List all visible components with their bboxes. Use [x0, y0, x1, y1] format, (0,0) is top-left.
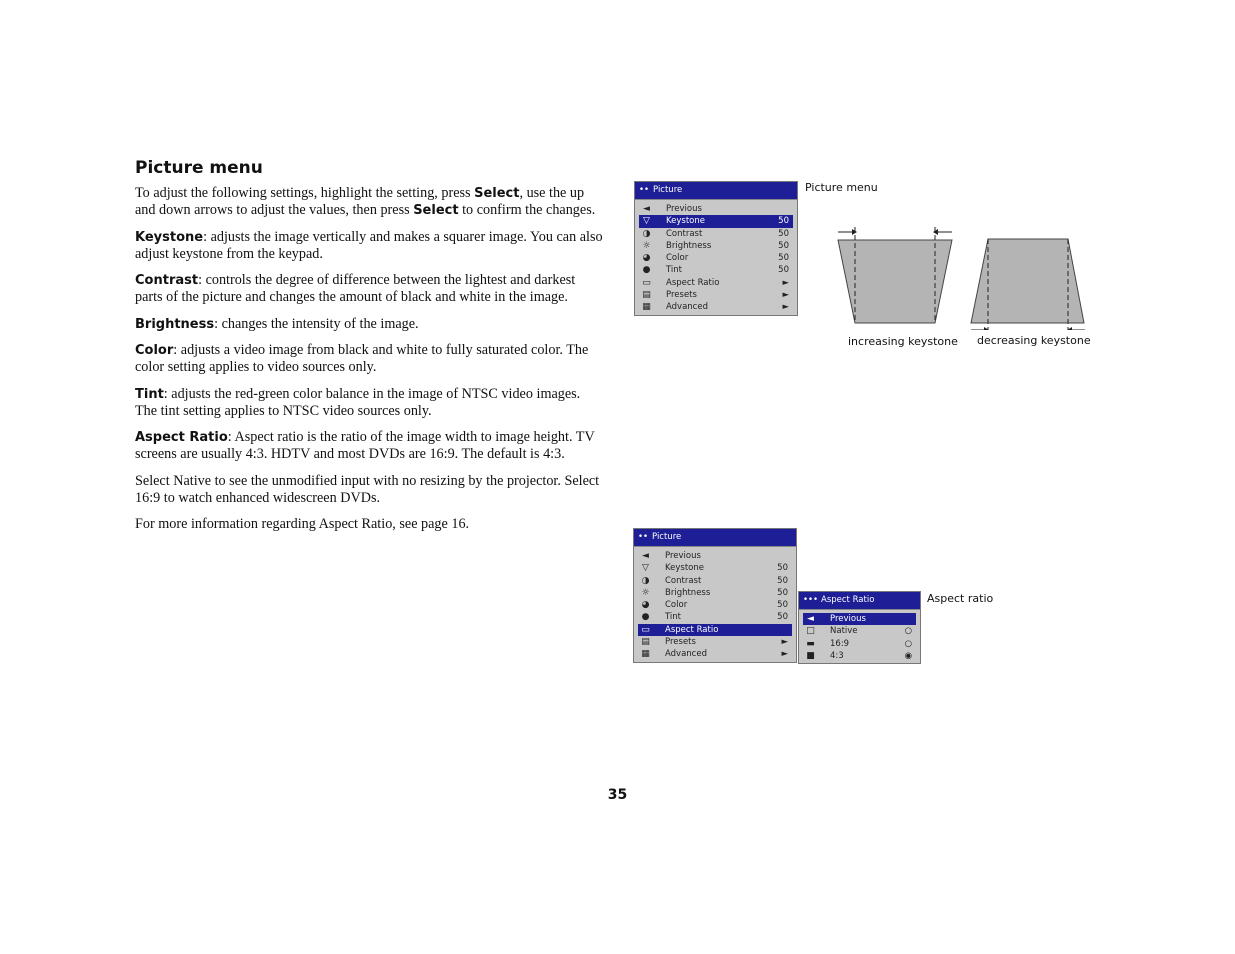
menu-dots-icon: •• — [639, 185, 650, 195]
color-paragraph — [135, 342, 605, 376]
menu-item-value: 50 — [778, 253, 789, 264]
aspect-term: Aspect Ratio — [135, 430, 228, 445]
menu-item-aspect-ratio[interactable] — [638, 624, 792, 636]
menu-item-previous[interactable] — [803, 613, 916, 625]
menu-item-label: Previous — [830, 614, 866, 624]
menu-item-contrast[interactable] — [639, 228, 793, 240]
menu-item-tint[interactable] — [638, 611, 792, 623]
menu-item-value: 50 — [777, 575, 788, 586]
menu-item-brightness[interactable] — [638, 587, 792, 599]
contrast-term: Contrast — [135, 273, 199, 288]
menu-item-value: 50 — [778, 265, 789, 276]
menu-item-advanced[interactable] — [639, 301, 793, 313]
previous-icon: ◄ — [642, 551, 649, 561]
aspect-paragraph — [135, 429, 605, 463]
menu-item-value: 50 — [777, 612, 788, 623]
aspect-ratio-icon: ▭ — [642, 277, 651, 288]
previous-icon: ◄ — [643, 204, 650, 214]
aspect-ratio-title-bar — [799, 592, 920, 610]
contrast-icon: ◑ — [642, 228, 651, 239]
keystone-paragraph — [135, 229, 605, 263]
advanced-icon: ▦ — [641, 649, 650, 660]
color-icon: ◕ — [641, 600, 650, 611]
menu-item-label: Advanced — [666, 302, 708, 313]
previous-icon: ◄ — [807, 614, 814, 624]
menu-item-tint[interactable] — [639, 264, 793, 276]
intro-text-3: to confirm the changes. — [458, 202, 596, 218]
tint-paragraph — [135, 386, 605, 420]
menu-item-color[interactable] — [638, 599, 792, 611]
menu-item-label: 4:3 — [830, 650, 844, 661]
color-icon: ◕ — [642, 253, 651, 264]
keystone-term: Keystone — [135, 229, 204, 245]
color-term: Color — [135, 343, 174, 358]
tint-desc: : adjusts the red-green color balance in the image of NTSC video images. The tint setting applies to NTSC video sources only. — [135, 385, 581, 419]
menu-item-label: Previous — [665, 551, 701, 561]
4-3-icon: ■ — [806, 650, 815, 661]
keystone-icon: ▽ — [642, 563, 649, 574]
menu-item-value: ► — [782, 277, 789, 288]
keystone-diagram — [830, 225, 1095, 330]
picture-menu-2-title-bar — [634, 529, 796, 547]
menu-item-label: Advanced — [665, 649, 707, 660]
keystone-desc: : adjusts the image vertically and makes a squarer image. You can also adjust keystone from the keypad. — [135, 228, 603, 262]
aspect-ratio-icon: ▭ — [641, 624, 650, 635]
picture-menu-2-items — [634, 547, 796, 661]
menu-item-label: Tint — [666, 265, 683, 276]
decreasing-keystone-caption: decreasing keystone — [977, 334, 1091, 347]
menu-item-label: Contrast — [665, 575, 702, 586]
menu-item-advanced[interactable] — [638, 648, 792, 660]
menu-item-value: ◉ — [904, 650, 912, 661]
menu-item-value: 50 — [778, 216, 789, 227]
presets-icon: ▤ — [641, 637, 650, 648]
menu-item-label: Aspect Ratio — [665, 624, 719, 635]
aspect-ratio-caption: Aspect ratio — [927, 592, 994, 605]
16-9-icon: ▬ — [806, 638, 815, 649]
picture-menu-title-bar — [635, 182, 797, 200]
menu-item-label: 16:9 — [830, 638, 850, 649]
picture-menu-items — [635, 200, 797, 314]
menu-item-value: ► — [781, 637, 788, 648]
picture-menu-osd — [634, 181, 798, 316]
menu-item-16-9[interactable] — [803, 638, 916, 650]
page-number: 35 — [607, 787, 628, 803]
menu-item-label: Previous — [666, 204, 702, 214]
brightness-desc: : changes the intensity of the image. — [214, 315, 419, 332]
menu-item-value: ○ — [904, 638, 912, 649]
menu-item-label: Presets — [666, 290, 697, 301]
menu-item-value: ► — [782, 302, 789, 313]
menu-item-value: 50 — [778, 228, 789, 239]
menu-item-label: Brightness — [666, 240, 712, 251]
picture-menu-2-title: Picture — [652, 532, 682, 542]
menu-item-presets[interactable] — [639, 289, 793, 301]
aspect-ratio-submenu — [798, 591, 921, 664]
increasing-keystone-caption: increasing keystone — [848, 335, 958, 348]
tint-icon: ● — [642, 265, 651, 276]
color-desc: : adjusts a video image from black and white to fully saturated color. The color setting applies to video sources only. — [135, 342, 589, 375]
menu-item-previous[interactable] — [638, 550, 792, 562]
menu-item-value: ○ — [904, 626, 912, 637]
picture-menu-title: Picture — [653, 185, 683, 195]
intro-text-1: To adjust the following settings, highlight the setting, press — [135, 185, 475, 201]
tint-term: Tint — [135, 386, 164, 402]
brightness-icon: ☼ — [641, 587, 650, 598]
menu-item-value: 50 — [777, 600, 788, 611]
menu-item-label: Keystone — [665, 563, 704, 574]
native-paragraph: Select Native to see the unmodified input with no resizing by the projector. Select 16:9 to watch enhanced widescreen DVDs. — [135, 472, 600, 506]
menu-item-label: Tint — [665, 612, 682, 623]
contrast-desc: : controls the degree of difference between the lightest and darkest parts of the picture and changes the amount of black and white in the image. — [135, 272, 576, 305]
aspect-ratio-submenu-title: Aspect Ratio — [821, 595, 875, 605]
menu-item-label: Color — [665, 600, 688, 611]
intro-paragraph — [135, 185, 605, 219]
menu-item-label: Presets — [665, 637, 696, 648]
menu-item-value: 50 — [778, 240, 789, 251]
native-icon: □ — [806, 626, 815, 637]
menu-item-aspect-ratio[interactable] — [639, 277, 793, 289]
menu-item-label: Contrast — [666, 228, 703, 239]
menu-item-label: Aspect Ratio — [666, 277, 720, 288]
menu-item-color[interactable] — [639, 252, 793, 264]
menu-item-value: ► — [781, 649, 788, 660]
contrast-paragraph — [135, 272, 605, 306]
intro-bold-1: Select — [474, 186, 520, 201]
keystone-icon: ▽ — [643, 216, 650, 227]
intro-text-2: , use the up and down arrows to adjust the values, then press — [135, 185, 585, 218]
menu-item-label: Keystone — [666, 216, 705, 227]
brightness-paragraph — [135, 316, 605, 333]
menu-item-value: 50 — [777, 563, 788, 574]
tint-icon: ● — [641, 612, 650, 623]
contrast-icon: ◑ — [641, 575, 650, 586]
menu-item-4-3[interactable] — [803, 650, 916, 662]
menu-item-previous[interactable] — [639, 203, 793, 215]
menu-item-brightness[interactable] — [639, 240, 793, 252]
menu-item-value: ► — [782, 290, 789, 301]
menu-item-presets[interactable] — [638, 636, 792, 648]
intro-bold-2: Select — [413, 203, 459, 218]
menu-item-keystone[interactable] — [638, 562, 792, 574]
menu-item-contrast[interactable] — [638, 575, 792, 587]
menu-item-value: 50 — [777, 587, 788, 598]
presets-icon: ▤ — [642, 290, 651, 301]
picture-menu-caption: Picture menu — [805, 181, 878, 194]
menu-dots-icon: ••• — [803, 595, 819, 605]
menu-item-label: Native — [830, 626, 858, 637]
menu-dots-icon: •• — [638, 532, 649, 542]
picture-menu-osd-aspect — [633, 528, 797, 663]
advanced-icon: ▦ — [642, 302, 651, 313]
more-info-paragraph: For more information regarding Aspect Ratio, see page 16. — [135, 516, 470, 532]
menu-item-label: Brightness — [665, 587, 711, 598]
menu-item-native[interactable] — [803, 625, 916, 637]
page-title: Picture menu — [135, 158, 263, 178]
brightness-term: Brightness — [135, 316, 215, 332]
brightness-icon: ☼ — [642, 240, 651, 251]
menu-item-keystone[interactable] — [639, 215, 793, 227]
aspect-desc: : Aspect ratio is the ratio of the image width to image height. TV screens are usually 4:3. HDTV and most DVDs are 16:9. The default is 4:3. — [135, 429, 595, 462]
aspect-ratio-items — [799, 610, 920, 662]
menu-item-label: Color — [666, 253, 689, 264]
body-text — [135, 185, 605, 543]
